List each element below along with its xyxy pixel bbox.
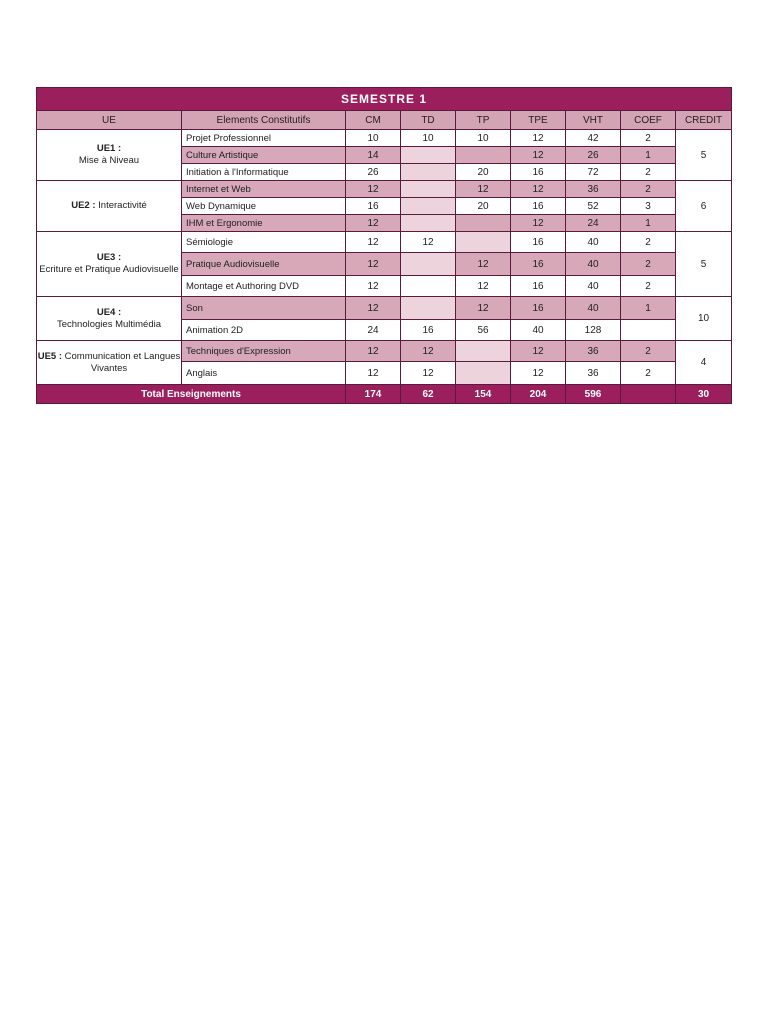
element-cell: Son	[182, 297, 346, 320]
total-cm: 174	[346, 385, 401, 404]
element-cell: Initiation à l'Informatique	[182, 164, 346, 181]
vht-cell: 24	[566, 215, 621, 232]
semester-table	[36, 87, 732, 404]
column-header: Elements Constitutifs	[182, 111, 346, 130]
element-cell: Web Dynamique	[182, 198, 346, 215]
column-header: TD	[401, 111, 456, 130]
table-row	[37, 297, 732, 320]
coef-cell: 1	[621, 147, 676, 164]
ue-cell	[37, 232, 182, 297]
td-cell: 12	[401, 341, 456, 362]
credit-cell: 5	[676, 232, 732, 297]
tp-cell: 12	[456, 181, 511, 198]
cm-cell: 16	[346, 198, 401, 215]
element-cell: Pratique Audiovisuelle	[182, 253, 346, 276]
element-cell: Projet Professionnel	[182, 130, 346, 147]
td-cell: 10	[401, 130, 456, 147]
credit-cell: 4	[676, 341, 732, 385]
element-cell: Anglais	[182, 362, 346, 385]
vht-cell: 42	[566, 130, 621, 147]
ue-name: Communication et Langues Vivantes	[64, 350, 181, 374]
element-cell: Internet et Web	[182, 181, 346, 198]
credit-cell: 5	[676, 130, 732, 181]
element-cell: Animation 2D	[182, 320, 346, 341]
coef-cell: 2	[621, 362, 676, 385]
element-cell: Techniques d'Expression	[182, 341, 346, 362]
tpe-cell: 12	[511, 341, 566, 362]
vht-cell: 26	[566, 147, 621, 164]
cm-cell: 12	[346, 253, 401, 276]
tp-cell: 12	[456, 276, 511, 297]
column-header: TPE	[511, 111, 566, 130]
column-header: UE	[37, 111, 182, 130]
vht-cell: 40	[566, 297, 621, 320]
tpe-cell: 12	[511, 130, 566, 147]
ue-name: Ecriture et Pratique Audiovisuelle	[39, 264, 179, 275]
ue-code: UE4 :	[96, 306, 122, 318]
vht-cell: 40	[566, 276, 621, 297]
element-cell: Sémiologie	[182, 232, 346, 253]
table-row	[37, 130, 732, 147]
vht-cell: 72	[566, 164, 621, 181]
tp-cell	[456, 147, 511, 164]
column-header: CREDIT	[676, 111, 732, 130]
tp-cell: 20	[456, 198, 511, 215]
table-title: SEMESTRE 1	[37, 88, 732, 111]
cm-cell: 26	[346, 164, 401, 181]
cm-cell: 12	[346, 297, 401, 320]
vht-cell: 128	[566, 320, 621, 341]
table-row	[37, 341, 732, 362]
tpe-cell: 40	[511, 320, 566, 341]
td-cell	[401, 297, 456, 320]
cm-cell: 12	[346, 276, 401, 297]
td-cell	[401, 147, 456, 164]
coef-cell: 3	[621, 198, 676, 215]
ue-name: Interactivité	[98, 200, 147, 211]
credit-cell: 10	[676, 297, 732, 341]
tp-cell	[456, 232, 511, 253]
total-td: 62	[401, 385, 456, 404]
element-cell: IHM et Ergonomie	[182, 215, 346, 232]
cm-cell: 12	[346, 181, 401, 198]
coef-cell: 2	[621, 341, 676, 362]
vht-cell: 36	[566, 341, 621, 362]
td-cell: 16	[401, 320, 456, 341]
vht-cell: 36	[566, 181, 621, 198]
ue-name: Mise à Niveau	[78, 155, 140, 166]
tp-cell: 12	[456, 297, 511, 320]
coef-cell	[621, 320, 676, 341]
td-cell: 12	[401, 362, 456, 385]
vht-cell: 36	[566, 362, 621, 385]
total-vht: 596	[566, 385, 621, 404]
ue-cell	[37, 130, 182, 181]
td-cell	[401, 253, 456, 276]
tp-cell: 56	[456, 320, 511, 341]
tp-cell	[456, 362, 511, 385]
tpe-cell: 16	[511, 232, 566, 253]
element-cell: Culture Artistique	[182, 147, 346, 164]
coef-cell: 2	[621, 164, 676, 181]
ue-cell	[37, 297, 182, 341]
ue-cell	[37, 341, 182, 385]
column-header: CM	[346, 111, 401, 130]
tp-cell	[456, 215, 511, 232]
column-header: VHT	[566, 111, 621, 130]
tpe-cell: 16	[511, 164, 566, 181]
coef-cell: 1	[621, 297, 676, 320]
td-cell	[401, 181, 456, 198]
td-cell	[401, 164, 456, 181]
tpe-cell: 16	[511, 297, 566, 320]
vht-cell: 40	[566, 232, 621, 253]
tpe-cell: 12	[511, 362, 566, 385]
total-tp: 154	[456, 385, 511, 404]
tp-cell	[456, 341, 511, 362]
column-header: TP	[456, 111, 511, 130]
tp-cell: 20	[456, 164, 511, 181]
cm-cell: 14	[346, 147, 401, 164]
tp-cell: 12	[456, 253, 511, 276]
total-credit: 30	[676, 385, 732, 404]
element-cell: Montage et Authoring DVD	[182, 276, 346, 297]
td-cell: 12	[401, 232, 456, 253]
ue-code: UE3 :	[96, 252, 122, 263]
cm-cell: 12	[346, 232, 401, 253]
total-row	[37, 385, 732, 404]
tp-cell: 10	[456, 130, 511, 147]
cm-cell: 10	[346, 130, 401, 147]
credit-cell: 6	[676, 181, 732, 232]
tpe-cell: 16	[511, 253, 566, 276]
vht-cell: 40	[566, 253, 621, 276]
total-label: Total Enseignements	[37, 385, 346, 404]
tpe-cell: 16	[511, 276, 566, 297]
td-cell	[401, 198, 456, 215]
coef-cell: 1	[621, 215, 676, 232]
ue-code: UE1 :	[96, 143, 122, 154]
total-coef	[621, 385, 676, 404]
coef-cell: 2	[621, 181, 676, 198]
total-tpe: 204	[511, 385, 566, 404]
tpe-cell: 12	[511, 181, 566, 198]
td-cell	[401, 215, 456, 232]
coef-cell: 2	[621, 130, 676, 147]
ue-name: Technologies Multimédia	[56, 318, 162, 330]
column-header: COEF	[621, 111, 676, 130]
coef-cell: 2	[621, 253, 676, 276]
cm-cell: 24	[346, 320, 401, 341]
ue-cell	[37, 181, 182, 232]
ue-code: UE5 :	[37, 350, 62, 362]
table-row	[37, 232, 732, 253]
cm-cell: 12	[346, 215, 401, 232]
coef-cell: 2	[621, 232, 676, 253]
table-row	[37, 181, 732, 198]
vht-cell: 52	[566, 198, 621, 215]
ue-code: UE2 :	[71, 200, 96, 211]
cm-cell: 12	[346, 362, 401, 385]
td-cell	[401, 276, 456, 297]
coef-cell: 2	[621, 276, 676, 297]
cm-cell: 12	[346, 341, 401, 362]
tpe-cell: 12	[511, 147, 566, 164]
tpe-cell: 16	[511, 198, 566, 215]
tpe-cell: 12	[511, 215, 566, 232]
